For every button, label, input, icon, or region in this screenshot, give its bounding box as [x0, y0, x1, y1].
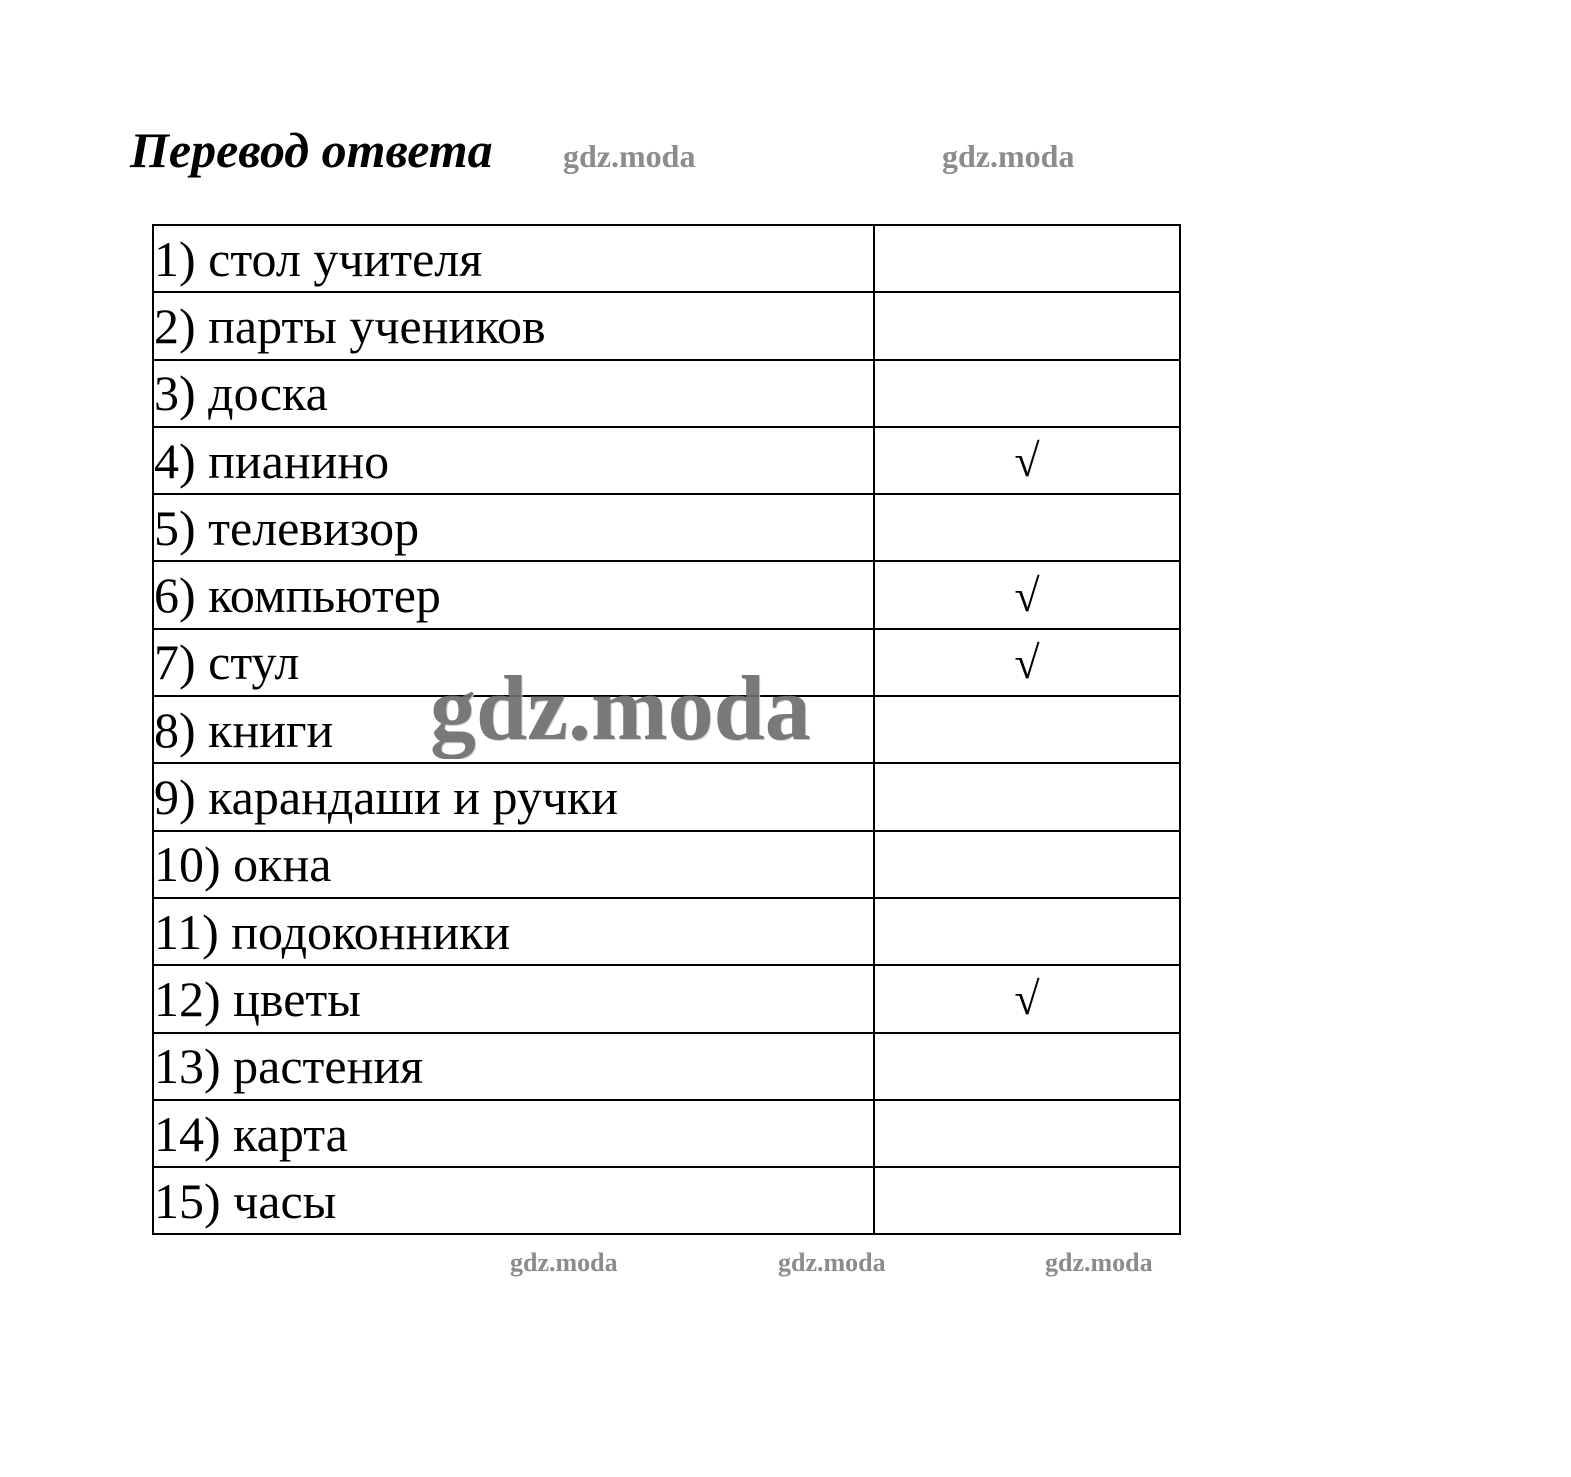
- table-row: [153, 1100, 1180, 1167]
- item-cell: 8) книги: [153, 696, 874, 763]
- checkmark-cell: [874, 360, 1180, 427]
- table-row: [153, 965, 1180, 1032]
- watermark-header-1: gdz.moda: [563, 138, 696, 174]
- checkmark-cell: [874, 225, 1180, 292]
- item-cell: 10) окна: [153, 831, 874, 898]
- item-cell: 1) стол учителя: [153, 225, 874, 292]
- checkmark-cell: [874, 1100, 1180, 1167]
- table-row: [153, 494, 1180, 561]
- item-cell: 13) растения: [153, 1033, 874, 1100]
- table-row: [153, 1033, 1180, 1100]
- table-row: [153, 360, 1180, 427]
- item-cell: 11) подоконники: [153, 898, 874, 965]
- item-cell: 5) телевизор: [153, 494, 874, 561]
- watermark-bottom-1: gdz.moda: [510, 1248, 618, 1277]
- item-cell: 12) цветы: [153, 965, 874, 1032]
- table-row: [153, 225, 1180, 292]
- table-row: [153, 629, 1180, 696]
- page-title: Перевод ответа: [130, 122, 493, 178]
- table-row: [153, 898, 1180, 965]
- checkmark-cell: [874, 1167, 1180, 1234]
- table-row: [153, 292, 1180, 359]
- checkmark-cell: [874, 898, 1180, 965]
- checkmark-cell: [874, 292, 1180, 359]
- item-cell: 2) парты учеников: [153, 292, 874, 359]
- item-cell: 9) карандаши и ручки: [153, 763, 874, 830]
- table-row: [153, 696, 1180, 763]
- item-cell: 15) часы: [153, 1167, 874, 1234]
- checkmark-cell: √: [874, 561, 1180, 628]
- item-cell: 4) пианино: [153, 427, 874, 494]
- checkmark-cell: [874, 1033, 1180, 1100]
- checkmark-cell: [874, 763, 1180, 830]
- table-row: [153, 831, 1180, 898]
- checkmark-cell: √: [874, 629, 1180, 696]
- item-cell: 6) компьютер: [153, 561, 874, 628]
- checkmark-cell: √: [874, 427, 1180, 494]
- item-cell: 14) карта: [153, 1100, 874, 1167]
- table-row: [153, 1167, 1180, 1234]
- watermark-center: gdz.moda: [430, 657, 811, 759]
- item-cell: 3) доска: [153, 360, 874, 427]
- checkmark-cell: [874, 831, 1180, 898]
- watermark-bottom-2: gdz.moda: [778, 1248, 886, 1277]
- table-row: [153, 561, 1180, 628]
- item-cell: 7) стул: [153, 629, 874, 696]
- checkmark-cell: [874, 696, 1180, 763]
- answer-table: [152, 224, 1181, 1235]
- checkmark-cell: √: [874, 965, 1180, 1032]
- watermark-header-2: gdz.moda: [942, 138, 1075, 174]
- table-row: [153, 763, 1180, 830]
- checkmark-cell: [874, 494, 1180, 561]
- table-row: [153, 427, 1180, 494]
- watermark-bottom-3: gdz.moda: [1045, 1248, 1153, 1277]
